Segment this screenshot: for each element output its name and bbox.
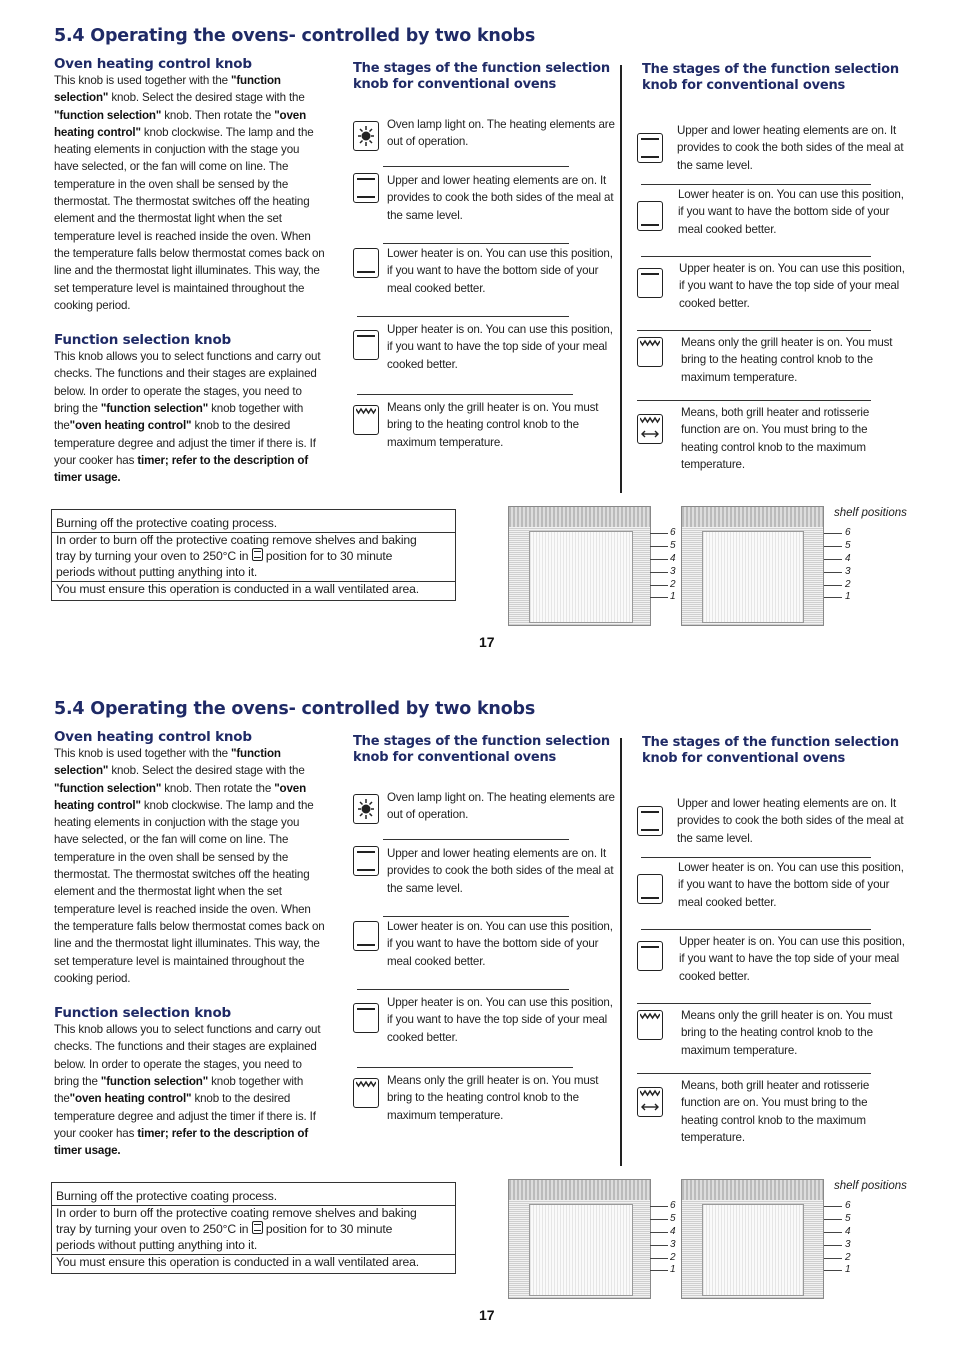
upper-lower-heater-icon xyxy=(252,548,263,561)
shelf-number: 2 xyxy=(670,1252,676,1263)
shelf-number: 5 xyxy=(670,540,676,551)
stage-text: Upper heater is on. You can use this position, if you want to have the top side of your meal cooked better. xyxy=(679,935,905,983)
divider xyxy=(641,184,871,185)
lamp-icon xyxy=(353,794,379,824)
lower-heater-icon xyxy=(353,248,379,278)
note-line: You must ensure this operation is conducted in a wall ventilated area. xyxy=(56,582,420,596)
manual-page-1 xyxy=(0,0,954,672)
upper-lower-heater-icon xyxy=(637,133,663,163)
note-line: Burning off the protective coating process. xyxy=(56,516,277,530)
shelf-number: 5 xyxy=(845,1213,851,1224)
column-knob-descriptions xyxy=(54,56,326,487)
divider xyxy=(357,316,569,317)
upper-lower-heater-icon xyxy=(353,173,379,203)
shelf-number: 6 xyxy=(845,527,851,538)
divider xyxy=(637,1003,871,1004)
lower-heater-icon xyxy=(637,874,663,904)
oven-diagram-open xyxy=(681,506,824,626)
function-selection-heading: Function selection knob xyxy=(54,1005,232,1022)
shelf-number: 5 xyxy=(670,1213,676,1224)
oven-diagram-open xyxy=(681,1179,824,1299)
divider xyxy=(641,929,871,930)
stage-text: Means only the grill heater is on. You must bring to the heating control knob to the maximum temperature. xyxy=(387,401,599,449)
divider xyxy=(357,394,573,395)
stage-text: Upper and lower heating elements are on. It provides to cook the both sides of the meal at the same level. xyxy=(677,124,904,172)
stage-text: Lower heater is on. You can use this position, if you want to have the bottom side of your meal cooked better. xyxy=(678,861,904,909)
oven-heating-text: This knob is used together with the "function selection" knob. Select the desired stage with the "function selection" knob. Then rotate the "oven heating control" knob clockwise. The lamp and the heating elements in conjuction with the stage you have selected, or the fan will come on line. The temperature in the oven shall be sensed by the thermostat. The thermostat switches off the heating element and the thermostat light when the set temperature level is reached inside the oven. When the temperature falls below thermostat comes back on line and the thermostat light illuminates. This way, the set temperature level is maintained throughout the cooking period. xyxy=(54,747,325,985)
grill-icon xyxy=(353,1078,379,1108)
page-number: 17 xyxy=(479,1307,495,1323)
stage-text: Oven lamp light on. The heating elements are out of operation. xyxy=(387,118,615,149)
stage-text: Lower heater is on. You can use this position, if you want to have the bottom side of your meal cooked better. xyxy=(387,920,613,968)
note-line: tray by turning your oven to 250°C in position for to 30 minute xyxy=(56,1222,393,1236)
lamp-icon xyxy=(353,121,379,151)
stage-text: Upper and lower heating elements are on. It provides to cook the both sides of the meal at the same level. xyxy=(387,847,614,895)
note-line: In order to burn off the protective coating remove shelves and baking xyxy=(56,1206,417,1220)
column-knob-descriptions xyxy=(54,729,326,1160)
note-line: You must ensure this operation is conducted in a wall ventilated area. xyxy=(56,1255,420,1269)
stage-text: Lower heater is on. You can use this position, if you want to have the bottom side of your meal cooked better. xyxy=(678,188,904,236)
shelf-positions-label: shelf positions xyxy=(834,1180,907,1192)
shelf-number: 3 xyxy=(670,566,676,577)
function-selection-text: This knob allows you to select functions and carry out checks. The functions and their stages are explained below. In order to operate the stages, you need to bring the "function selection" knob together with the"oven heating control" knob to the desired temperature degree and adjust the timer if there is. If your cooker has timer; refer to the description of timer usage. xyxy=(54,1023,321,1158)
note-line: periods without putting anything into it. xyxy=(56,1238,258,1252)
section-title: 5.4 Operating the ovens- controlled by two knobs xyxy=(54,26,536,46)
oven-diagram-front xyxy=(508,506,651,626)
upper-heater-icon xyxy=(637,268,663,298)
shelf-number: 6 xyxy=(670,527,676,538)
burn-off-note xyxy=(51,1182,456,1274)
shelf-number: 2 xyxy=(670,579,676,590)
shelf-number: 1 xyxy=(845,591,851,602)
divider xyxy=(357,1067,573,1068)
section-title: 5.4 Operating the ovens- controlled by two knobs xyxy=(54,699,536,719)
divider xyxy=(383,916,569,917)
shelf-number: 6 xyxy=(670,1200,676,1211)
shelf-number: 4 xyxy=(670,1226,676,1237)
stages-heading-col2: The stages of the function selection knob for conventional ovens xyxy=(353,61,610,92)
shelf-number: 1 xyxy=(670,1264,676,1275)
oven-heating-heading: Oven heating control knob xyxy=(54,56,252,72)
function-selection-text: This knob allows you to select functions and carry out checks. The functions and their stages are explained below. In order to operate the stages, you need to bring the "function selection" knob together with the"oven heating control" knob to the desired temperature degree and adjust the timer if there is. If your cooker has timer; refer to the description of timer usage. xyxy=(54,350,321,485)
divider xyxy=(641,256,871,257)
divider xyxy=(383,243,569,244)
shelf-number: 2 xyxy=(845,579,851,590)
stages-heading-col3: The stages of the function selection knob for conventional ovens xyxy=(642,62,899,93)
divider xyxy=(357,989,569,990)
divider xyxy=(383,839,569,840)
note-line: Burning off the protective coating process. xyxy=(56,1189,277,1203)
function-selection-heading: Function selection knob xyxy=(54,332,232,349)
stage-text: Means only the grill heater is on. You must bring to the heating control knob to the maximum temperature. xyxy=(681,336,893,384)
shelf-number: 3 xyxy=(670,1239,676,1250)
upper-heater-icon xyxy=(353,330,379,360)
shelf-number: 6 xyxy=(845,1200,851,1211)
shelf-number: 3 xyxy=(845,566,851,577)
shelf-number: 1 xyxy=(845,1264,851,1275)
oven-diagram-front xyxy=(508,1179,651,1299)
shelf-number: 1 xyxy=(670,591,676,602)
shelf-number: 4 xyxy=(845,1226,851,1237)
grill-rotisserie-icon xyxy=(637,1087,663,1117)
upper-lower-heater-icon xyxy=(252,1221,263,1234)
divider xyxy=(637,1073,871,1074)
shelf-number: 5 xyxy=(845,540,851,551)
stage-text: Upper and lower heating elements are on. It provides to cook the both sides of the meal at the same level. xyxy=(387,174,614,222)
note-line: In order to burn off the protective coating remove shelves and baking xyxy=(56,533,417,547)
stage-text: Lower heater is on. You can use this position, if you want to have the bottom side of your meal cooked better. xyxy=(387,247,613,295)
shelf-number: 4 xyxy=(845,553,851,564)
shelf-number: 4 xyxy=(670,553,676,564)
grill-icon xyxy=(637,1010,663,1040)
stage-text: Means only the grill heater is on. You must bring to the heating control knob to the maximum temperature. xyxy=(681,1009,893,1057)
stage-text: Upper heater is on. You can use this position, if you want to have the top side of your meal cooked better. xyxy=(387,323,613,371)
divider xyxy=(637,330,871,331)
lower-heater-icon xyxy=(637,201,663,231)
stages-heading-col2: The stages of the function selection knob for conventional ovens xyxy=(353,734,610,765)
shelf-number: 3 xyxy=(845,1239,851,1250)
lower-heater-icon xyxy=(353,921,379,951)
column-divider xyxy=(620,65,622,493)
note-line: periods without putting anything into it. xyxy=(56,565,258,579)
stage-text: Upper heater is on. You can use this position, if you want to have the top side of your meal cooked better. xyxy=(387,996,613,1044)
grill-rotisserie-icon xyxy=(637,414,663,444)
oven-heating-text: This knob is used together with the "function selection" knob. Select the desired stage with the "function selection" knob. Then rotate the "oven heating control" knob clockwise. The lamp and the heating elements in conjuction with the stage you have selected, or the fan will come on line. The temperature in the oven shall be sensed by the thermostat. The thermostat switches off the heating element and the thermostat light when the set temperature level is reached inside the oven. When the temperature falls below thermostat comes back on line and the thermostat light illuminates. This way, the set temperature level is maintained throughout the cooking period. xyxy=(54,74,325,312)
stages-heading-col3: The stages of the function selection knob for conventional ovens xyxy=(642,735,899,766)
upper-heater-icon xyxy=(353,1003,379,1033)
shelf-positions-label: shelf positions xyxy=(834,507,907,519)
stage-text: Means, both grill heater and rotisserie function are on. You must bring to the heating control knob to the maximum temperature. xyxy=(681,406,870,471)
manual-page-2 xyxy=(0,673,954,1345)
note-line: tray by turning your oven to 250°C in position for to 30 minute xyxy=(56,549,393,563)
page-number: 17 xyxy=(479,634,495,650)
oven-heating-heading: Oven heating control knob xyxy=(54,729,252,745)
upper-heater-icon xyxy=(637,941,663,971)
column-divider xyxy=(620,738,622,1166)
stage-text: Upper and lower heating elements are on. It provides to cook the both sides of the meal at the same level. xyxy=(677,797,904,845)
divider xyxy=(641,857,871,858)
upper-lower-heater-icon xyxy=(637,806,663,836)
stage-text: Means only the grill heater is on. You must bring to the heating control knob to the maximum temperature. xyxy=(387,1074,599,1122)
stage-text: Means, both grill heater and rotisserie function are on. You must bring to the heating control knob to the maximum temperature. xyxy=(681,1079,870,1144)
divider xyxy=(383,166,569,167)
grill-icon xyxy=(637,337,663,367)
burn-off-note xyxy=(51,509,456,601)
upper-lower-heater-icon xyxy=(353,846,379,876)
stage-text: Oven lamp light on. The heating elements are out of operation. xyxy=(387,791,615,822)
shelf-number: 2 xyxy=(845,1252,851,1263)
stage-text: Upper heater is on. You can use this position, if you want to have the top side of your meal cooked better. xyxy=(679,262,905,310)
grill-icon xyxy=(353,405,379,435)
divider xyxy=(637,400,871,401)
